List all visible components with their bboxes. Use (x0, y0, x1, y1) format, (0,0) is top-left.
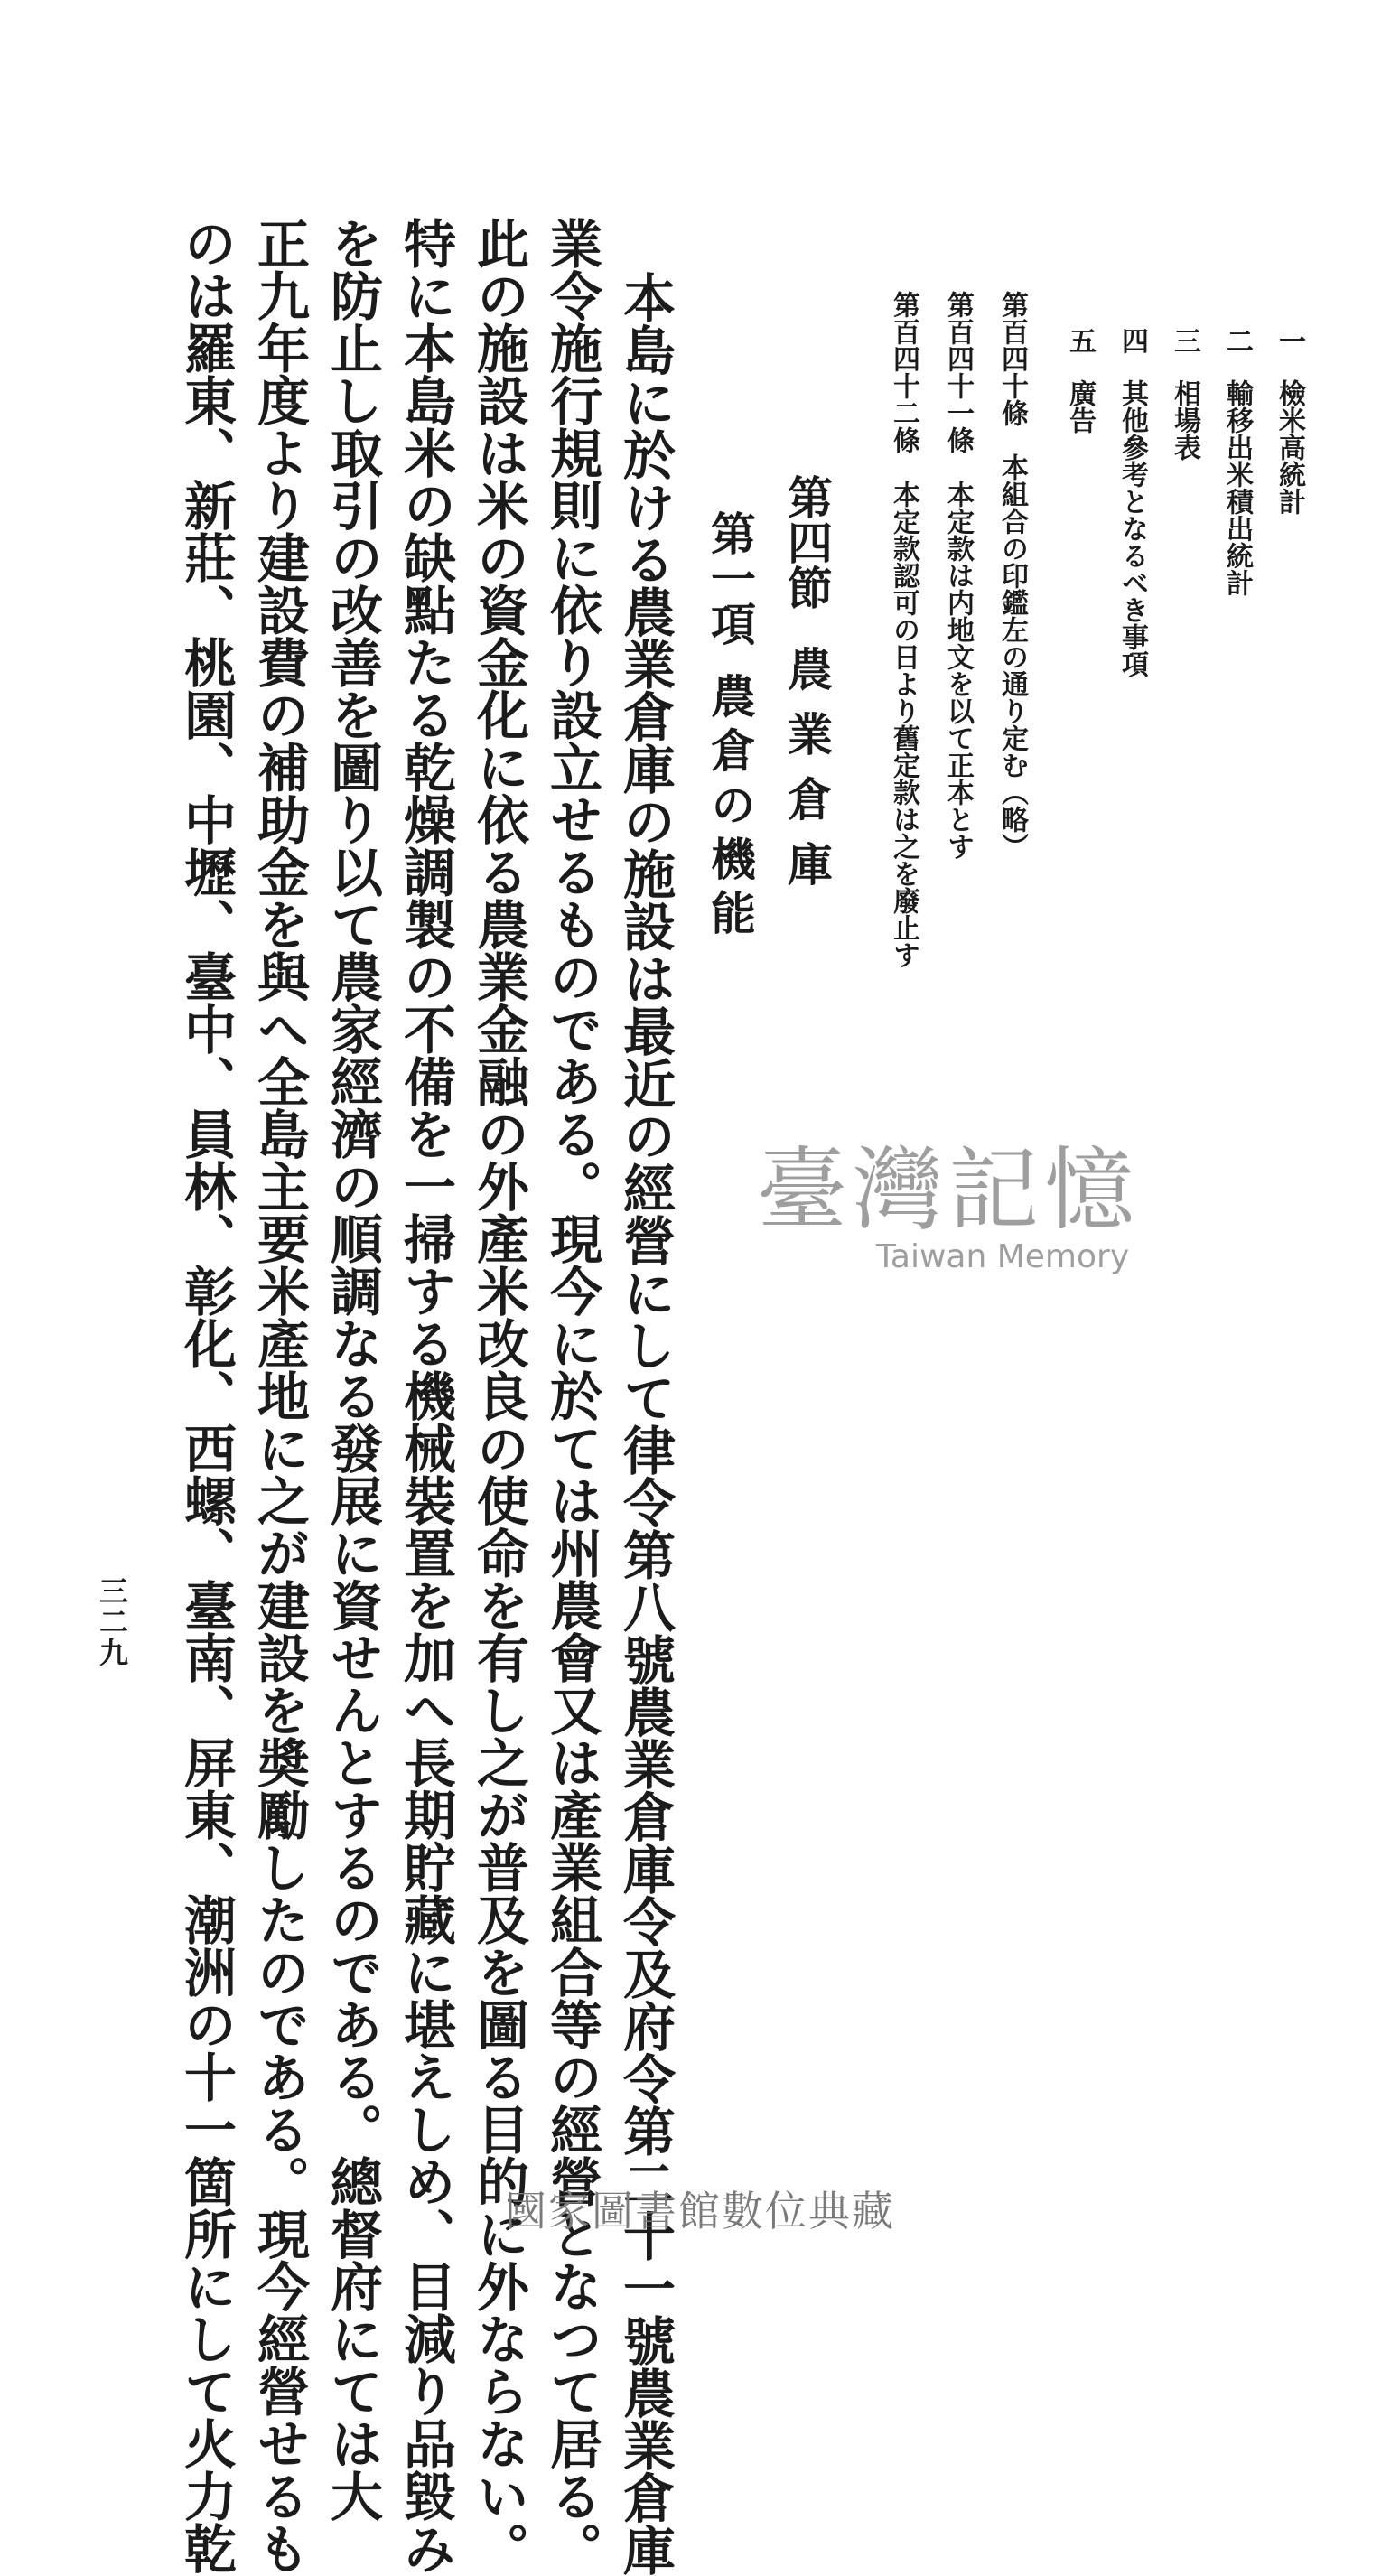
body-column-7: のは羅東、新莊、桃園、中壢、臺中、員林、彰化、西螺、臺南、屏東、潮洲の十一箇所にして火力乾 (175, 217, 237, 2574)
watermark-english: Taiwan Memory (875, 1238, 1130, 1275)
article-142 (890, 291, 917, 968)
list-item-text: 廣告 (1064, 379, 1096, 434)
list-item-number: 五 (1064, 327, 1096, 354)
article-text: 本組合の印鑑左の通り定む（略） (996, 453, 1028, 860)
article-label: 第百四十條 (996, 291, 1028, 426)
body-column-4: 特に本島米の缺點たる乾燥調製の不備を一掃する機械裝置を加へ長期貯藏に堪えしめ、目減り品毀み (395, 217, 456, 2574)
body-column-6: 正九年度より建設費の補助金を與へ全島主要米產地に之が建設を奬勵したのである。現今經營せるも (248, 217, 310, 2574)
section-number: 第四節 (780, 474, 834, 610)
article-141 (942, 291, 974, 860)
body-column-1: 本島に於ける農業倉庫の施設は最近の經營にして律令第八號農業倉庫令及府令第二十一號農業倉庫 (614, 271, 676, 2576)
section-title: 農業倉庫 (780, 646, 834, 906)
body-column-5: を防止し取引の改善を圖り以て農家經濟の順調なる發展に資せんとするのである。總督府にては大 (322, 217, 383, 2522)
list-item-text: 相場表 (1169, 379, 1200, 461)
list-item-text: 輸移出米積出統計 (1221, 379, 1253, 596)
list-item-text: 其他參考となるべき事項 (1116, 379, 1148, 677)
article-label: 第百四十二條 (888, 291, 919, 453)
subsection-title: 農倉の機能 (704, 673, 757, 944)
list-item-number: 三 (1169, 327, 1200, 354)
list-item-1 (1274, 327, 1305, 515)
list-item-3 (1171, 327, 1198, 461)
subsection-heading (704, 510, 757, 944)
list-item-number: 一 (1274, 327, 1305, 354)
article-text: 本定款は内地文を以て正本とす (942, 481, 974, 860)
list-item-4 (1116, 327, 1148, 677)
list-item-5 (1064, 327, 1096, 434)
list-item-2 (1221, 327, 1253, 596)
article-140 (996, 291, 1028, 860)
article-label: 第百四十一條 (942, 291, 974, 453)
watermark-logo (705, 1137, 1192, 1275)
article-text: 本定款認可の日より舊定款は之を廢止す (888, 481, 919, 968)
section-heading (780, 474, 834, 906)
list-item-text: 檢米高統計 (1274, 379, 1305, 515)
footer-caption: 國家圖書館數位典藏 (505, 2187, 895, 2235)
watermark-chinese: 臺灣記憶 (757, 1137, 1140, 1243)
list-item-number: 四 (1116, 327, 1148, 354)
page-number: 三二九 (95, 1576, 129, 1668)
subsection-number: 第一項 (704, 510, 757, 646)
list-item-number: 二 (1221, 327, 1253, 354)
body-column-3: 此の施設は米の資金化に依る農業金融の外產米改良の使命を有し之が普及を圖る目的に外ならない。 (468, 217, 529, 2574)
body-column-2: 業令施行規則に依り設立せるものである。現今に於ては州農會又は產業組合等の經營となつて居る。 (541, 217, 602, 2574)
